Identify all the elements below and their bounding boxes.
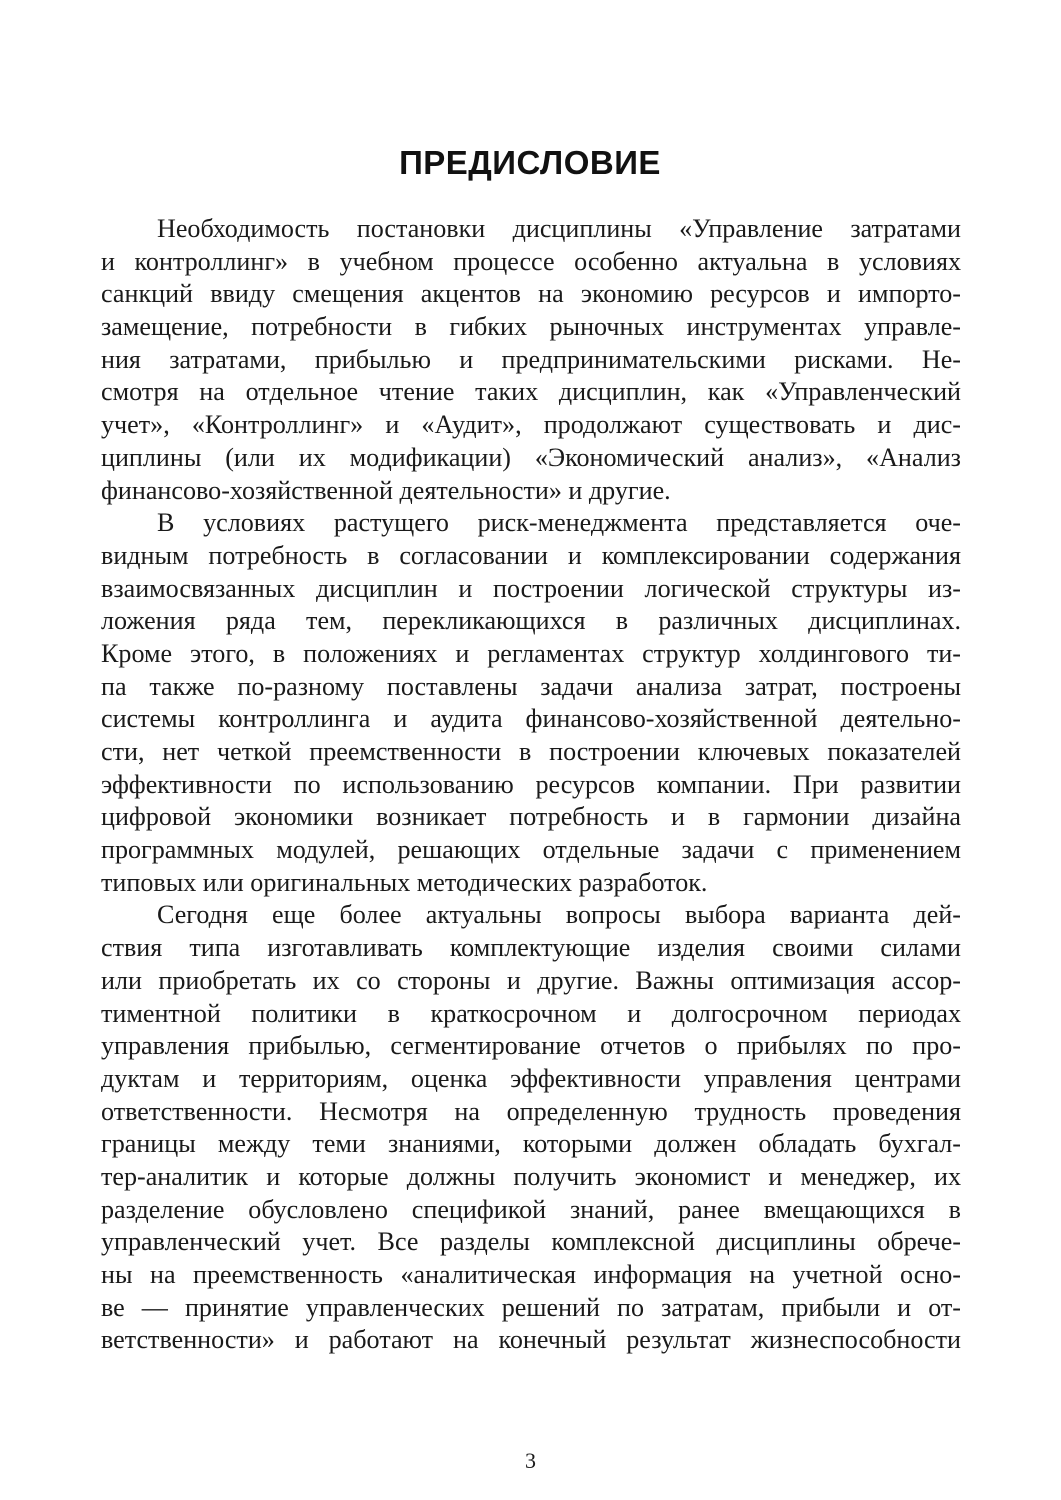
- text-line: эффективности по использованию ресурсов компании. При развитии: [101, 769, 961, 799]
- page-number: 3: [525, 1448, 536, 1473]
- text-line: ствия типа изготавливать комплектующие изделия своими силами: [101, 933, 961, 963]
- text-line: ветственности» и работают на конечный результат жизнеспособности: [101, 1325, 961, 1355]
- text-line: типовых или оригинальных методических разработок.: [101, 867, 708, 897]
- text-line: системы контроллинга и аудита финансово-хозяйственной деятельно-: [101, 704, 961, 734]
- text-line: ния затратами, прибылью и предпринимательскими рисками. Не-: [101, 344, 961, 374]
- text-line: финансово-хозяйственной деятельности» и другие.: [101, 475, 671, 505]
- text-line: ве — принятие управленческих решений по затратам, прибыли и от-: [101, 1292, 961, 1322]
- body-text: [101, 213, 961, 1357]
- text-line: взаимосвязанных дисциплин и построении логической структуры из-: [101, 573, 961, 603]
- text-line: или приобретать их со стороны и другие. Важны оптимизация ассор-: [101, 965, 961, 995]
- text-line: цифровой экономики возникает потребность и в гармонии дизайна: [101, 802, 961, 832]
- text-line: сти, нет четкой преемственности в построении ключевых показателей: [101, 737, 961, 766]
- text-line: учет», «Контроллинг» и «Аудит», продолжают существовать и дис-: [101, 410, 961, 440]
- text-line: разделение обусловлено спецификой знаний, ранее вмещающихся в: [101, 1194, 961, 1224]
- text-line: и контроллинг» в учебном процессе особенно актуальна в условиях: [101, 246, 961, 276]
- paragraph-1: [101, 213, 961, 507]
- text-line: Сегодня еще более актуальны вопросы выбора варианта дей-: [157, 900, 961, 930]
- page-title: ПРЕДИСЛОВИЕ: [399, 144, 661, 181]
- text-line: Кроме этого, в положениях и регламентах структур холдингового ти-: [101, 638, 961, 668]
- text-line: санкций ввиду смещения акцентов на экономию ресурсов и импорто-: [101, 279, 961, 309]
- text-line: ны на преемственность «аналитическая информация на учетной осно-: [101, 1260, 961, 1289]
- text-line: па также по-разному поставлены задачи анализа затрат, построены: [101, 671, 961, 701]
- text-line: ложения ряда тем, перекликающихся в различных дисциплинах.: [101, 606, 961, 636]
- text-line: видным потребность в согласовании и комплексировании содержания: [101, 540, 961, 570]
- text-line: программных модулей, решающих отдельные задачи с применением: [101, 835, 961, 865]
- text-line: замещение, потребности в гибких рыночных инструментах управле-: [101, 312, 961, 342]
- text-line: управленческий учет. Все разделы комплексной дисциплины обрече-: [101, 1227, 961, 1257]
- text-line: тиментной политики в краткосрочном и долгосрочном периодах: [101, 998, 961, 1028]
- text-line: циплины (или их модификации) «Экономический анализ», «Анализ: [101, 442, 961, 472]
- text-line: Необходимость постановки дисциплины «Управление затратами: [157, 214, 961, 243]
- text-line: управления прибылью, сегментирование отчетов о прибылях по про-: [101, 1031, 961, 1061]
- paragraph-2: [101, 507, 961, 899]
- paragraph-3: [101, 899, 961, 1357]
- text-line: дуктам и территориям, оценка эффективности управления центрами: [101, 1063, 961, 1093]
- text-line: ответственности. Несмотря на определенную трудность проведения: [101, 1096, 961, 1126]
- text-line: тер-аналитик и которые должны получить экономист и менеджер, их: [101, 1161, 961, 1191]
- text-line: смотря на отдельное чтение таких дисциплин, как «Управленческий: [101, 377, 961, 407]
- text-line: границы между теми знаниями, которыми должен обладать бухгал-: [101, 1129, 961, 1159]
- text-line: В условиях растущего риск-менеджмента представляется оче-: [157, 508, 961, 538]
